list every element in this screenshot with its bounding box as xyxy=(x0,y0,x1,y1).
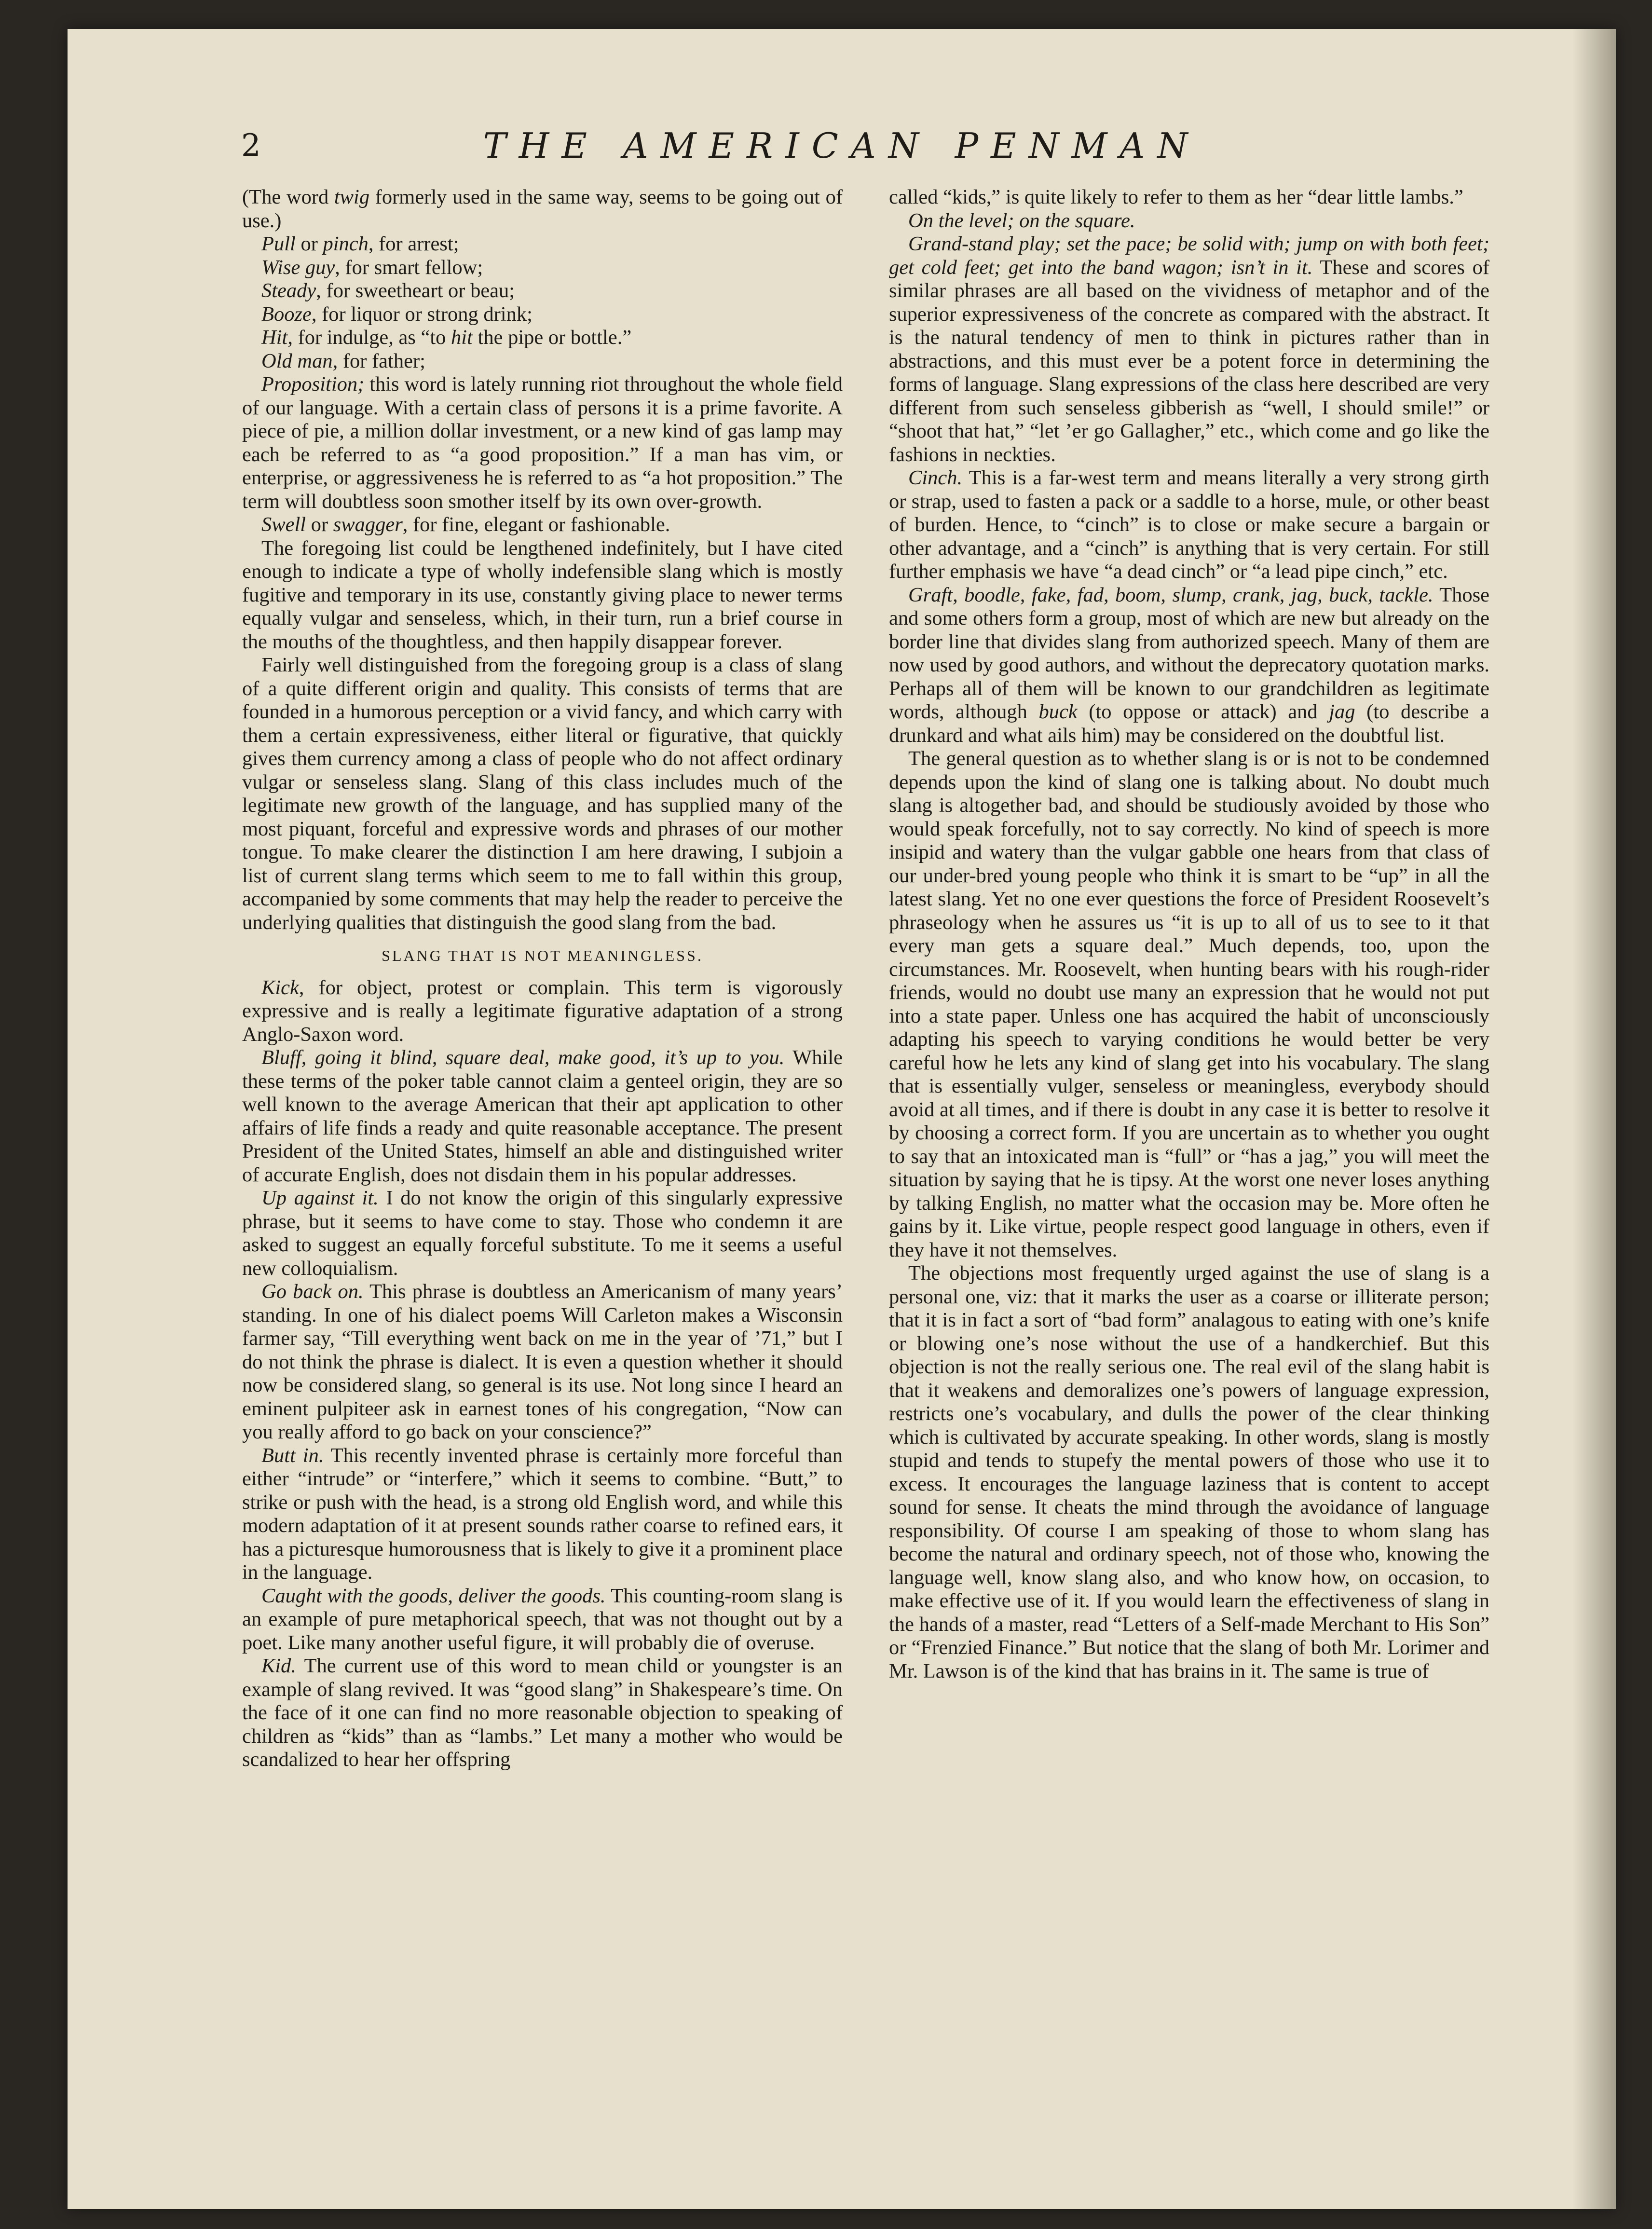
slang-list-item: On the level; on the square. xyxy=(908,209,1135,232)
slang-list-item: Pull or pinch, for arrest; xyxy=(261,232,459,255)
slang-list-item: Swell or swagger, for fine, elegant or fashionable. xyxy=(261,513,670,536)
paragraph: The foregoing list could be lengthened indefinitely, but I have cited enough to indicate a type of wholly indefensible slang which is mostly fugitive and temporary in its use, constantly giving place to newer terms equally vulgar and senseless, which, in their turn, run a brief course in the mouths of the thoughtless, and then happily disappear forever. xyxy=(242,536,843,653)
paragraph: Caught with the goods, deliver the goods. This counting-room slang is an example of pure metaphorical speech, that was not thought out by a poet. Like many another useful figure, it will probably die of overuse. xyxy=(242,1584,843,1654)
paragraph: Bluff, going it blind, square deal, make good, it’s up to you. While these terms of the poker table cannot claim a genteel origin, they are so well known to the average American that their apt application to other affairs of life finds a ready and quite reasonable acceptance. The present President of the United States, himself an able and distinguished writer of accurate English, does not disdain them in his popular addresses. xyxy=(242,1046,843,1186)
paragraph-continued: (The word twig formerly used in the same way, seems to be going out of use.) xyxy=(242,186,843,232)
paragraph: Up against it. I do not know the origin of this singularly expressive phrase, but it seems to have come to stay. Those who condemn it are asked to suggest an equally forceful substitute. To me it seems a useful new colloquialism. xyxy=(242,1187,843,1280)
paragraph: Grand-stand play; set the pace; be solid with; jump on with both feet; get cold feet; get into the band wagon; isn’t in it. These and scores of similar phrases are all based on the vividness of metaphor and of the superior expressiveness of the concrete as compared with the abstract. It is the natural tendency of men to think in pictures rather than in abstractions, and this must ever be a potent force in determining the forms of language. Slang expressions of the class here described are very different from such senseless gibberish as “well, I should smile!” or “shoot that hat,” “let ’er go Gallagher,” etc., which come and go like the fashions in neckties. xyxy=(889,232,1489,466)
paragraph: The general question as to whether slang is or is not to be condemned depends upon the kind of slang one is talking about. No doubt much slang is altogether bad, and should be studiously avoided by those who would speak forcefully, not to say correctly. No kind of speech is more insipid and watery than the vulgar gabble one hears from that class of our under-bred young people who think it is smart to be “up” in all the latest slang. Yet no one ever questions the force of President Roosevelt’s phraseology when he assures us “it is up to all of us to see to it that every man gets a square deal.” Much depends, too, upon the circumstances. Mr. Roosevelt, when hunting bears with his rough-rider friends, would no doubt use many an expression that he would not put into a state paper. Unless one has acquired the habit of unconsciously adapting his speech to varying conditions he would better be very careful how he lets any kind of slang get into his vocabulary. The slang that is essentially vulger, senseless or meaningless, everybody should avoid at all times, and if there is doubt in any case it is better to resolve it by choosing a correct form. If you are uncertain as to whether you ought to say that an intoxicated man is “full” or “has a jag,” you will meet the situation by saying that he is tipsy. At the worst one never loses anything by talking English, no matter what the occasion may be. More often he gains by it. Like virtue, people respect good language in others, even if they have it not themselves. xyxy=(889,747,1489,1261)
page-binding-shadow xyxy=(1572,29,1616,2209)
paragraph: The objections most frequently urged against the use of slang is a personal one, viz: that it marks the user as a coarse or illiterate person; that it is in fact a sort of “bad form” analagous to eating with one’s knife or blowing one’s nose without the use of a handkerchief. But this objection is not the really serious one. The real evil of the slang habit is that it weakens and demoralizes one’s powers of language expression, restricts one’s vocabulary, and dulls the power of the clear thinking which is cultivated by accurate speaking. In other words, slang is mostly stupid and tends to stupefy the mental powers of those who use it to excess. It encourages the language laziness that is content to accept sound for sense. It cheats the mind through the avoidance of language responsibility. Of course I am speaking of those to whom slang has become the natural and ordinary speech, not of those who, knowing the language well, know slang also, and who know how, on occasion, to make effective use of it. If you would learn the effectiveness of slang in the hands of a master, read “Letters of a Self-made Merchant to His Son” or “Frenzied Finance.” But notice that the slang of both Mr. Lorimer and Mr. Lawson is of the kind that has brains in it. The same is true of xyxy=(889,1262,1489,1682)
paragraph: Go back on. This phrase is doubtless an Americanism of many years’ standing. In one of his dialect poems Will Carleton makes a Wisconsin farmer say, “Till everything went back on me in the year of ’71,” but I do not think the phrase is dialect. It is even a question whether it should now be considered slang, so general is its use. Not long since I heard an eminent pulpiteer ask in earnest tones of his congregation, “Now can you really afford to go back on your conscience?” xyxy=(242,1280,843,1443)
paragraph: Cinch. This is a far-west term and means literally a very strong girth or strap, used to fasten a pack or a saddle to a horse, mule, or other beast of burden. Hence, to “cinch” is to close or make secure a bargain or other advantage, and a “cinch” is anything that is very certain. For still further emphasis we have “a dead cinch” or “a lead pipe cinch,” etc. xyxy=(889,466,1489,583)
slang-list-item: Wise guy, for smart fellow; xyxy=(261,256,483,279)
running-title: THE AMERICAN PENMAN xyxy=(483,125,1201,166)
right-column xyxy=(889,186,1489,2115)
paragraph: Graft, boodle, fake, fad, boom, slump, crank, jag, buck, tackle. Those and some others form a group, most of which are new but already on the border line that divides slang from authorized speech. Many of them are now used by good authors, and without the deprecatory quotation marks. Perhaps all of them will be known to our grandchildren as legitimate words, although buck (to oppose or attack) and jag (to describe a drunkard and what ails him) may be considered on the doubtful list. xyxy=(889,583,1489,747)
paragraph: Kid. The current use of this word to mean child or youngster is an example of slang revived. It was “good slang” in Shakespeare’s time. On the face of it one can find no more reasonable objection to speaking of children as “kids” than as “lambs.” Let many a mother who would be scandalized to hear her offspring xyxy=(242,1655,843,1771)
slang-list-item: Old man, for father; xyxy=(261,349,425,372)
paragraph: Proposition; this word is lately running riot throughout the whole field of our language. With a certain class of persons it is a prime favorite. A piece of pie, a million dollar investment, or a new kind of gas lamp may each be referred to as “a good proposition.” If a man has vim, or enterprise, or aggressiveness he is referred to as “a hot proposition.” The term will doubtless soon smother itself by its own over-growth. xyxy=(242,373,843,513)
paragraph: Fairly well distinguished from the foregoing group is a class of slang of a quite different origin and quality. This consists of terms that are founded in a humorous perception or a vivid fancy, and which carry with them a certain expressiveness, either literal or figurative, that quickly gives them currency among a class of people who do not affect ordinary vulgar or senseless slang. Slang of this class includes much of the legitimate new growth of the language, and has supplied many of the most piquant, forceful and expressive words and phrases of our mother tongue. To make clearer the distinction I am here drawing, I subjoin a list of current slang terms which seem to me to fall within this group, accompanied by some comments that may help the reader to perceive the underlying qualities that distinguish the good slang from the bad. xyxy=(242,654,843,934)
slang-list-item: Steady, for sweetheart or beau; xyxy=(261,279,515,302)
left-column xyxy=(242,186,843,2115)
paragraph: Kick, for object, protest or complain. This term is vigorously expressive and is really a legitimate figurative adaptation of a strong Anglo-Saxon word. xyxy=(242,976,843,1046)
section-heading: SLANG THAT IS NOT MEANINGLESS. xyxy=(382,947,703,964)
magazine-page xyxy=(68,29,1616,2209)
paragraph-continued: called “kids,” is quite likely to refer to them as her “dear little lambs.” xyxy=(889,186,1463,208)
slang-list-item: Hit, for indulge, as “to hit the pipe or bottle.” xyxy=(261,326,632,349)
paragraph: Butt in. This recently invented phrase is certainly more forceful than either “intrude” or “interfere,” which it seems to combine. “Butt,” to strike or push with the head, is a strong old English word, and while this modern adaptation of it at present sounds rather coarse to refined ears, it has a picturesque humorousness that is likely to give it a prominent place in the language. xyxy=(242,1444,843,1584)
page-number: 2 xyxy=(241,128,261,164)
slang-list-item: Booze, for liquor or strong drink; xyxy=(261,302,532,326)
